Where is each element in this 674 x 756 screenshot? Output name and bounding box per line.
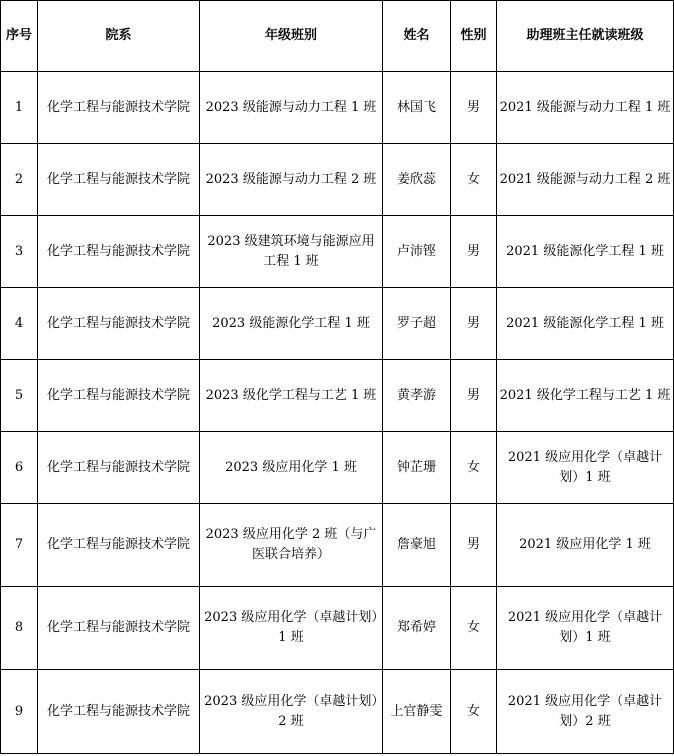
- cell-name: 钟芷珊: [383, 432, 451, 504]
- cell-assistant-class: 2021 级能源化学工程 1 班: [497, 288, 674, 360]
- cell-index: 7: [1, 504, 38, 587]
- header-college: 院系: [38, 1, 200, 72]
- cell-gender: 女: [451, 144, 497, 216]
- cell-index: 5: [1, 360, 38, 432]
- cell-college: 化学工程与能源技术学院: [38, 360, 200, 432]
- cell-college: 化学工程与能源技术学院: [38, 670, 200, 754]
- header-grade-class: 年级班别: [200, 1, 383, 72]
- header-index: 序号: [1, 1, 38, 72]
- cell-assistant-class: 2021 级能源与动力工程 1 班: [497, 72, 674, 144]
- table-row: [1, 144, 674, 216]
- cell-assistant-class: 2021 级应用化学（卓越计划）1 班: [497, 432, 674, 504]
- cell-college: 化学工程与能源技术学院: [38, 72, 200, 144]
- cell-college: 化学工程与能源技术学院: [38, 432, 200, 504]
- cell-name: 上官静雯: [383, 670, 451, 754]
- cell-assistant-class: 2021 级应用化学（卓越计划）2 班: [497, 670, 674, 754]
- cell-gender: 男: [451, 288, 497, 360]
- cell-gender: 男: [451, 360, 497, 432]
- header-name: 姓名: [383, 1, 451, 72]
- cell-assistant-class: 2021 级能源化学工程 1 班: [497, 216, 674, 288]
- cell-grade-class: 2023 级能源与动力工程 1 班: [200, 72, 383, 144]
- cell-grade-class: 2023 级应用化学 1 班: [200, 432, 383, 504]
- cell-college: 化学工程与能源技术学院: [38, 288, 200, 360]
- cell-name: 罗子超: [383, 288, 451, 360]
- cell-grade-class: 2023 级能源化学工程 1 班: [200, 288, 383, 360]
- cell-gender: 男: [451, 216, 497, 288]
- table-row: [1, 360, 674, 432]
- table-row: [1, 216, 674, 288]
- table-row: [1, 72, 674, 144]
- cell-gender: 女: [451, 587, 497, 670]
- table-row: [1, 670, 674, 754]
- cell-assistant-class: 2021 级应用化学（卓越计划）1 班: [497, 587, 674, 670]
- cell-college: 化学工程与能源技术学院: [38, 144, 200, 216]
- cell-name: 姜欣蕊: [383, 144, 451, 216]
- table-row: [1, 587, 674, 670]
- cell-grade-class: 2023 级应用化学（卓越计划）2 班: [200, 670, 383, 754]
- cell-name: 林国飞: [383, 72, 451, 144]
- cell-assistant-class: 2021 级能源与动力工程 2 班: [497, 144, 674, 216]
- cell-index: 3: [1, 216, 38, 288]
- cell-grade-class: 2023 级化学工程与工艺 1 班: [200, 360, 383, 432]
- table-row: [1, 288, 674, 360]
- cell-gender: 男: [451, 72, 497, 144]
- cell-grade-class: 2023 级应用化学 2 班（与广医联合培养）: [200, 504, 383, 587]
- cell-gender: 男: [451, 504, 497, 587]
- cell-index: 2: [1, 144, 38, 216]
- cell-index: 8: [1, 587, 38, 670]
- cell-college: 化学工程与能源技术学院: [38, 587, 200, 670]
- cell-index: 4: [1, 288, 38, 360]
- cell-name: 詹豪旭: [383, 504, 451, 587]
- cell-grade-class: 2023 级应用化学（卓越计划）1 班: [200, 587, 383, 670]
- header-assistant-class: 助理班主任就读班级: [497, 1, 674, 72]
- cell-name: 卢沛铿: [383, 216, 451, 288]
- header-gender: 性别: [451, 1, 497, 72]
- cell-assistant-class: 2021 级化学工程与工艺 1 班: [497, 360, 674, 432]
- cell-name: 郑希婷: [383, 587, 451, 670]
- cell-index: 1: [1, 72, 38, 144]
- cell-name: 黄孝游: [383, 360, 451, 432]
- cell-gender: 女: [451, 432, 497, 504]
- cell-grade-class: 2023 级建筑环境与能源应用工程 1 班: [200, 216, 383, 288]
- cell-gender: 女: [451, 670, 497, 754]
- cell-assistant-class: 2021 级应用化学 1 班: [497, 504, 674, 587]
- cell-college: 化学工程与能源技术学院: [38, 216, 200, 288]
- cell-index: 6: [1, 432, 38, 504]
- table-row: [1, 504, 674, 587]
- cell-index: 9: [1, 670, 38, 754]
- cell-grade-class: 2023 级能源与动力工程 2 班: [200, 144, 383, 216]
- table-header-row: [1, 1, 674, 72]
- cell-college: 化学工程与能源技术学院: [38, 504, 200, 587]
- table-row: [1, 432, 674, 504]
